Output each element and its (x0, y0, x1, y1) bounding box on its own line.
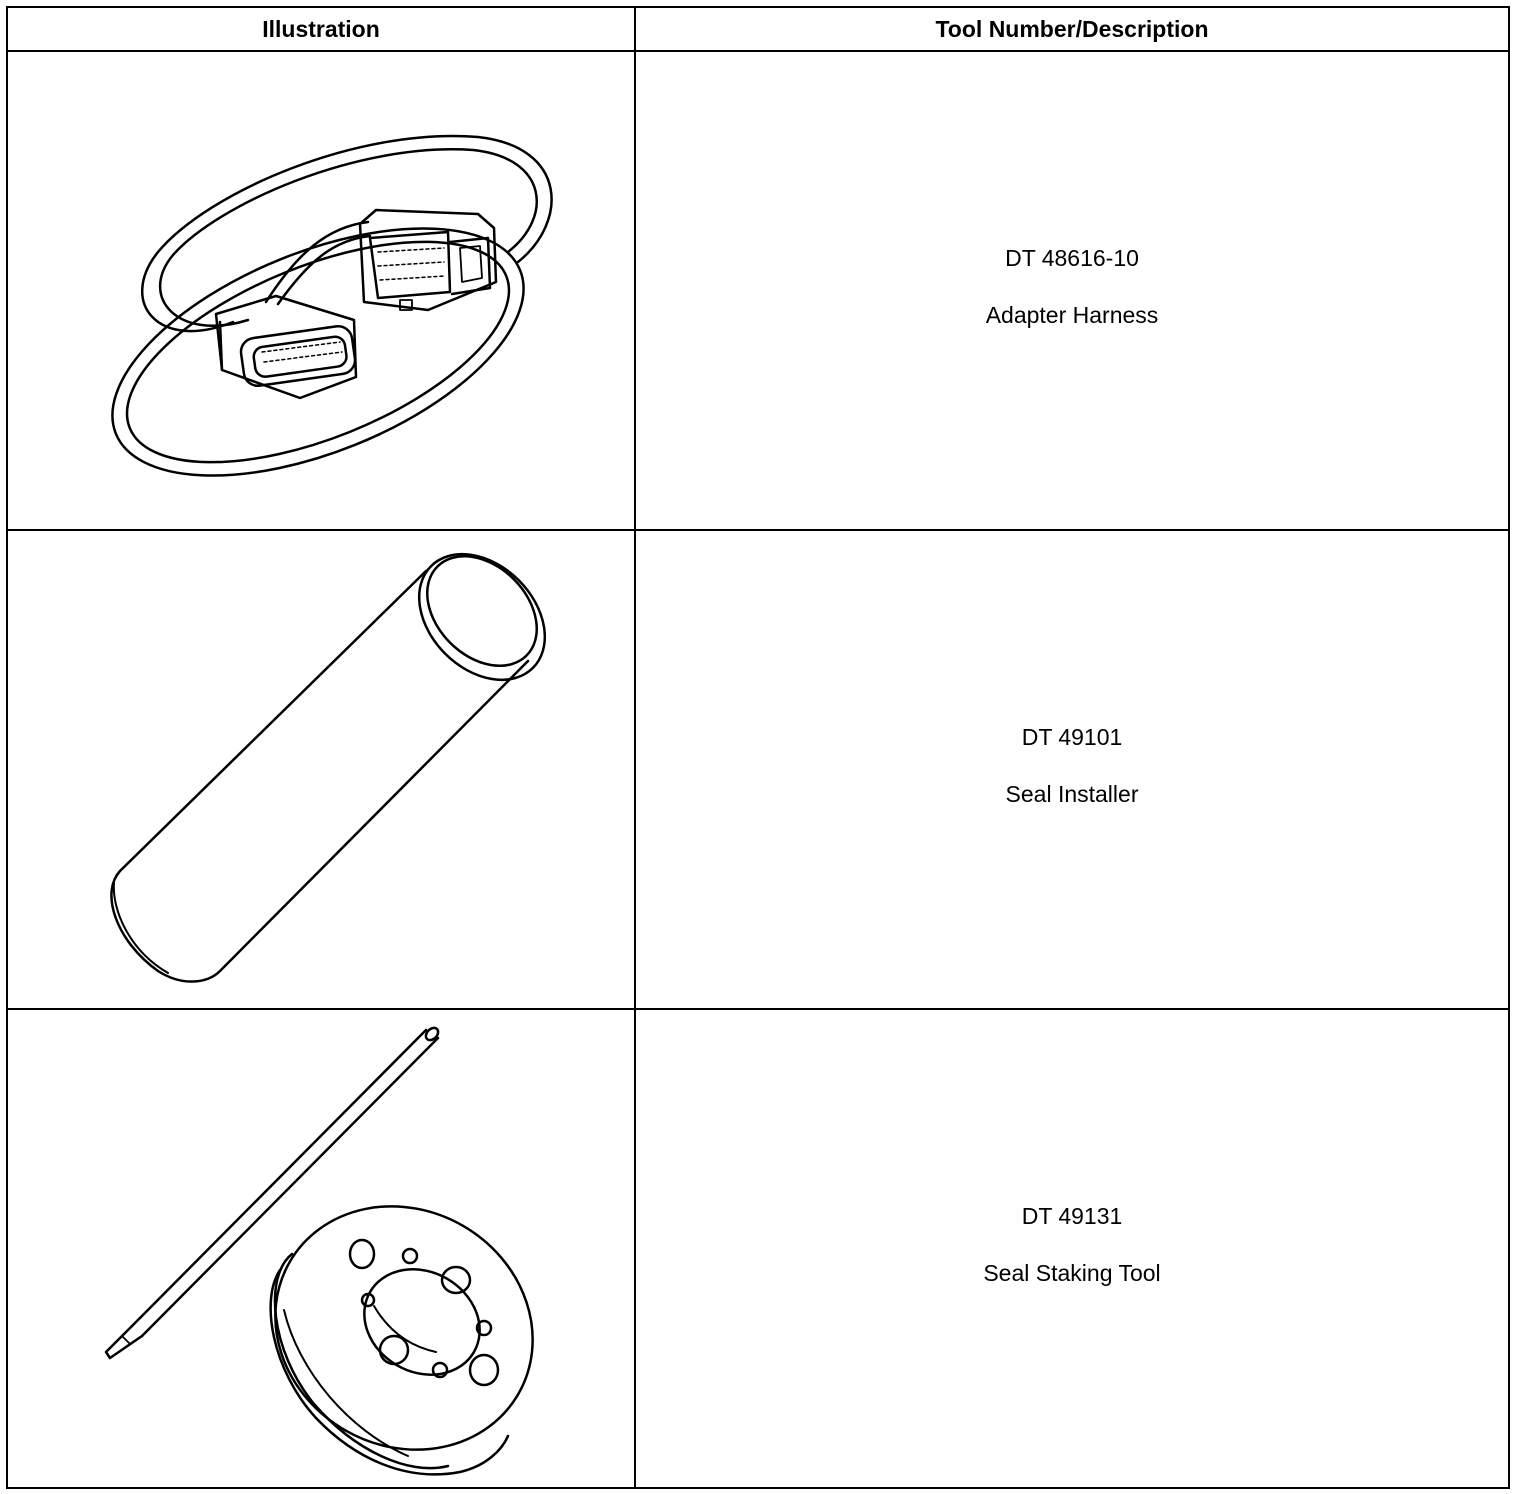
seal-disc (231, 1160, 578, 1486)
seal-staking-description-cell (635, 1009, 1509, 1488)
tool-description: Seal Installer (1005, 780, 1139, 807)
table-row (7, 51, 1509, 530)
tool-description: Adapter Harness (985, 301, 1159, 328)
lower-connector (216, 296, 357, 398)
table-header-row (7, 7, 1509, 51)
staking-rod (106, 1026, 440, 1358)
illustration-column-header: Illustration (7, 7, 635, 51)
seal-installer-illustration-cell (7, 530, 635, 1009)
tool-number: DT 48616-10 (1005, 244, 1139, 271)
seal-installer-description-cell (635, 530, 1509, 1009)
tool-number: DT 49101 (1021, 723, 1123, 750)
adapter-harness-description-cell (635, 51, 1509, 530)
special-tools-table (6, 6, 1510, 1489)
upper-connector (360, 210, 496, 310)
seal-staking-illustration (8, 1010, 632, 1486)
adapter-harness-illustration-cell (7, 51, 635, 530)
table-row (7, 1009, 1509, 1488)
tool-description: Seal Staking Tool (983, 1259, 1161, 1286)
seal-installer-illustration (8, 531, 632, 1007)
tool-number: DT 49131 (1021, 1202, 1123, 1229)
seal-staking-illustration-cell (7, 1009, 635, 1488)
table-row (7, 530, 1509, 1009)
adapter-harness-illustration (8, 52, 632, 528)
description-column-header: Tool Number/Description (635, 7, 1509, 51)
